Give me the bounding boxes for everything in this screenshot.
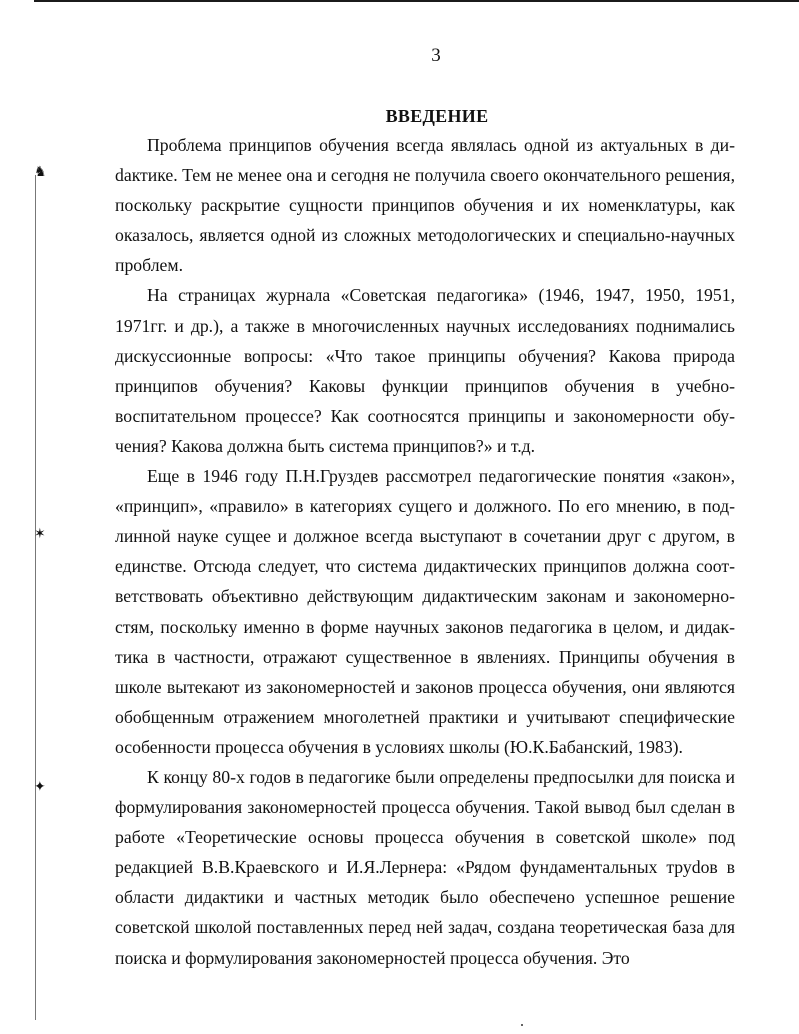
scan-speck <box>521 1024 523 1026</box>
document-body <box>115 130 735 973</box>
paragraph-4: К концу 80-х годов в педагогике были определены предпосылки для поиска и формулирования закономерностей процесса обучения. Такой вывод был сделан в работе «Теоретические основы процесса обучения в советской школе» под редакцией В.В.Краевского и И.Я.Лернера: «Рядом фундаментальных труdов в области дидактики и частных методик было обеспечено успешное решение советской школой поставленных перед ней задач, создана теоретическая база для поиска и формулирования закономерностей процесса обучения. Это <box>115 766 735 968</box>
margin-mark-1: ♞ <box>34 165 47 180</box>
page-number: 3 <box>431 45 441 66</box>
margin-mark-3: ✦ <box>34 780 46 795</box>
left-margin-line <box>35 175 36 1020</box>
margin-mark-2: ✶ <box>34 527 46 542</box>
paragraph-2: На страницах журнала «Советская педагогика» (1946, 1947, 1950, 1951, 1971гг. и др.), а также в многочисленных научных исследованиях поднимались дискуссионные вопросы: «Что такое принципы обучения? Какова природа принципов обучения? Каковы функции принципов обучения в учебно-воспитательном процессе? Как соотносятся принципы и закономерности обучения? Какова должна быть система принципов?» и т.д. <box>115 285 735 456</box>
page-title: ВВЕДЕНИЕ <box>385 106 489 126</box>
paragraph-1: Проблема принципов обучения всегда являлась одной из актуальных в диdактике. Тем не менее она и сегодня не получила своего окончательного решения, поскольку раскрытие сущности принципов обучения и их номенклатуры, как оказалось, является одной из сложных методологических и специально-научных проблем. <box>115 135 735 276</box>
paragraph-3: Еще в 1946 году П.Н.Груздев рассмотрел педагогические понятия «закон», «принцип», «правило» в категориях сущего и должного. По его мнению, в подлинной науке сущее и должное всегда выступают в сочетании друг с другом, в единстве. Отсюда следует, что система дидактических принципов должна соответствовать объективно действующим дидактическим законам и закономерностям, поскольку именно в форме научных законов педагогика в целом, и дидактика в частности, отражают существенное в явлениях. Принципы обучения в школе вытекают из закономерностей и законов процесса обучения, они являются обобщенным отражением многолетней практики и учитывают специфические особенности процесса обучения в условиях школы (Ю.К.Бабанский, 1983). <box>115 466 735 757</box>
top-scan-edge <box>34 0 799 2</box>
